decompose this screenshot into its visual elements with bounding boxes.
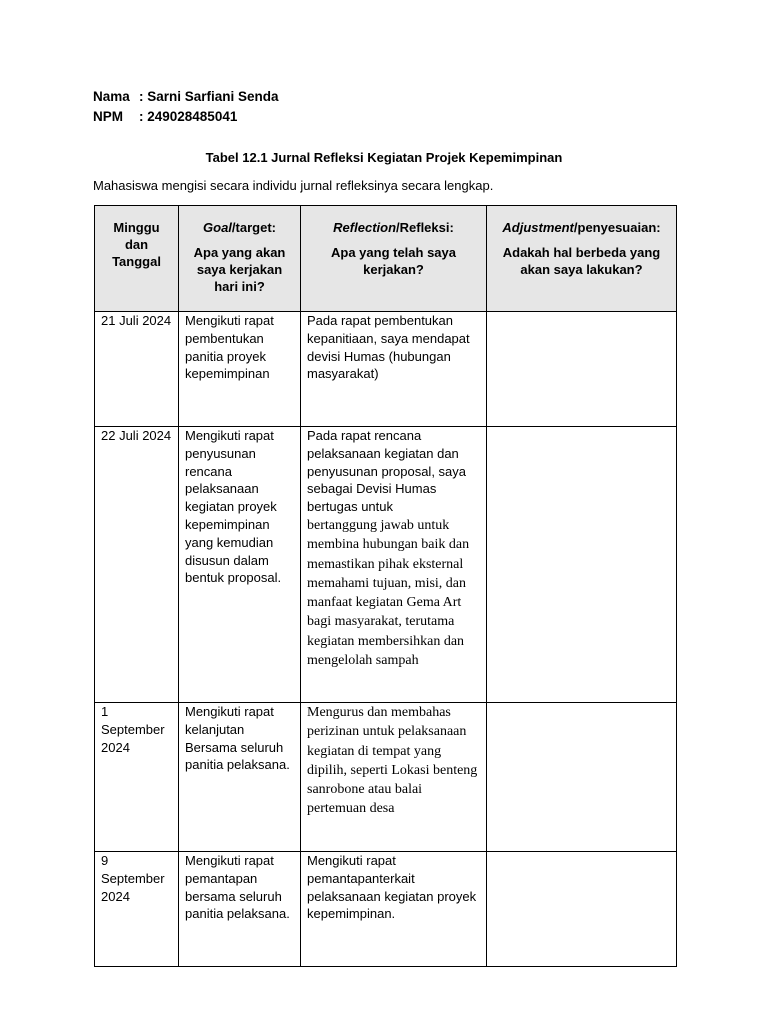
row-date: 22 Juli 2024 [95,427,179,703]
table-row [95,312,677,427]
row-date: 21 Juli 2024 [95,312,179,427]
row-adjustment [487,703,677,852]
row-reflection: Mengurus dan membahas perizinan untuk pelaksanaan kegiatan di tempat yang dipilih, seperti Lokasi benteng sanrobone atau balai pertemuan desa [301,703,487,852]
header-reflection-question: Apa yang telah saya kerjakan? [331,245,456,277]
table-row [95,703,677,852]
header-goal-italic: Goal [203,220,232,235]
table-row [95,427,677,703]
identity-block [93,87,279,127]
npm-label: NPM [93,109,123,124]
row-goal: Mengikuti rapat penyusunan rencana pelaksanaan kegiatan proyek kepemimpinan yang kemudian disusun dalam bentuk proposal. [179,427,301,703]
row-reflection [301,427,487,703]
row-adjustment [487,312,677,427]
npm-row [93,107,279,127]
table-row [95,852,677,967]
name-value: : Sarni Sarfiani Senda [139,89,279,104]
header-goal-question: Apa yang akan saya kerjakan hari ini? [193,245,286,294]
header-adjustment: Adjustment/penyesuaian: Adakah hal berbeda yang akan saya lakukan? [487,206,677,312]
npm-value: : 249028485041 [139,109,238,124]
table-title: Tabel 12.1 Jurnal Refleksi Kegiatan Projek Kepemimpinan [205,150,563,165]
row-goal: Mengikuti rapat pembentukan panitia proyek kepemimpinan [179,312,301,427]
row-reflection-part2: bertanggung jawab untuk membina hubungan baik dan memastikan pihak eksternal memahami tujuan, misi, dan manfaat kegiatan Gema Art bagi masyarakat, terutama kegiatan membersihkan dan mengelolah sampah [307,517,470,669]
row-reflection: Pada rapat pembentukan kepanitiaan, saya mendapat devisi Humas (hubungan masyarakat) [301,312,487,427]
header-reflection-italic: Reflection [333,220,397,235]
row-date: 1 September 2024 [95,703,179,852]
name-row [93,87,279,107]
row-goal: Mengikuti rapat kelanjutan Bersama seluruh panitia pelaksana. [179,703,301,852]
reflection-journal-table [94,205,677,967]
row-reflection: Mengikuti rapat pemantapanterkait pelaksanaan kegiatan proyek kepemimpinan. [301,852,487,967]
row-adjustment [487,852,677,967]
header-adjustment-italic: Adjustment [502,220,574,235]
row-adjustment [487,427,677,703]
instruction-text: Mahasiswa mengisi secara individu jurnal refleksinya secara lengkap. [93,178,494,193]
table-header-row [95,206,677,312]
row-date: 9 September 2024 [95,852,179,967]
header-date: Minggu dan Tanggal [95,206,179,312]
header-reflection: Reflection/Refleksi: Apa yang telah saya kerjakan? [301,206,487,312]
row-goal: Mengikuti rapat pemantapan bersama seluruh panitia pelaksana. [179,852,301,967]
header-goal: Goal/target: Apa yang akan saya kerjakan hari ini? [179,206,301,312]
header-adjustment-question: Adakah hal berbeda yang akan saya lakukan? [502,245,661,277]
name-label: Nama [93,89,130,104]
row-reflection-part1: Pada rapat rencana pelaksanaan kegiatan dan penyusunan proposal, saya sebagai Devisi Humas bertugas untuk [307,428,467,515]
